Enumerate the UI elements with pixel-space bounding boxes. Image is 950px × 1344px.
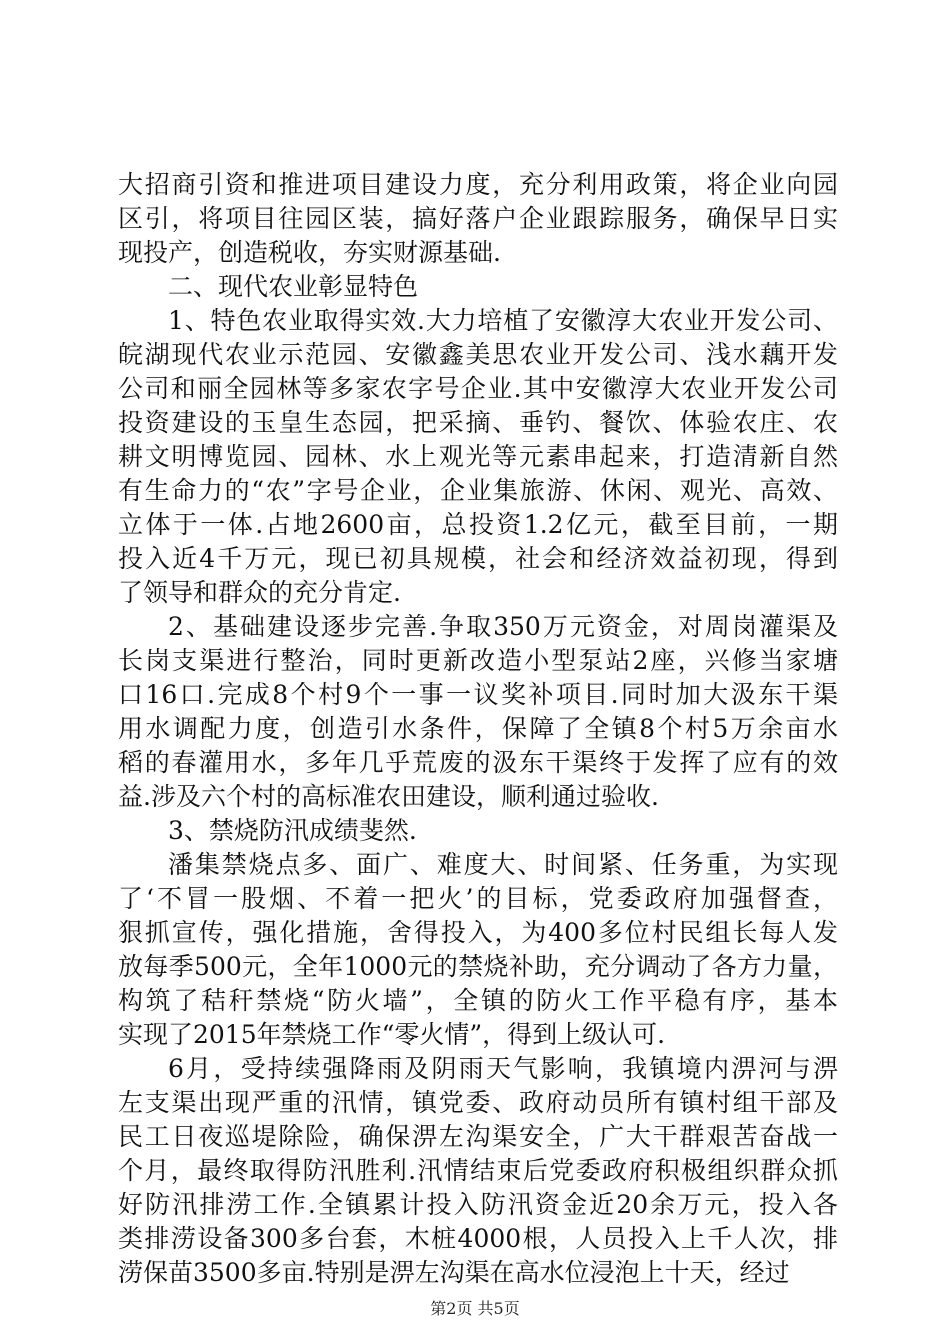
text-line: 长岗支渠进行整治，同时更新改造小型泵站2座，兴修当家塘 bbox=[118, 646, 838, 675]
text-line: 2、基础建设逐步完善.争取350万元资金，对周岗灌渠及 bbox=[168, 612, 838, 641]
text-line: 大招商引资和推进项目建设力度，充分利用政策，将企业向园 bbox=[118, 170, 838, 199]
text-line: 个月，最终取得防汛胜利.汛情结束后党委政府积极组织群众抓 bbox=[118, 1156, 838, 1185]
text-line: 公司和丽全园林等多家农字号企业.其中安徽淳大农业开发公司 bbox=[118, 374, 838, 403]
text-line: 区引，将项目往园区装，搞好落户企业跟踪服务，确保早日实 bbox=[118, 204, 838, 233]
paragraph bbox=[118, 1052, 838, 1290]
text-line: 投资建设的玉皇生态园，把采摘、垂钓、餐饮、体验农庄、农 bbox=[118, 408, 838, 437]
text-line: 耕文明博览园、园林、水上观光等元素串起来，打造清新自然 bbox=[118, 442, 838, 471]
text-line: 益.涉及六个村的高标准农田建设，顺利通过验收. bbox=[118, 782, 659, 811]
document-body bbox=[118, 168, 838, 1290]
text-line: 现投产，创造税收，夯实财源基础. bbox=[118, 238, 501, 267]
text-line: 皖湖现代农业示范园、安徽鑫美思农业开发公司、浅水藕开发 bbox=[118, 340, 838, 369]
text-line: 稻的春灌用水，多年几乎荒废的汲东干渠终于发挥了应有的效 bbox=[118, 748, 838, 777]
text-line: 用水调配力度，创造引水条件，保障了全镇8个村5万余亩水 bbox=[118, 714, 838, 743]
paragraph bbox=[118, 304, 838, 610]
paragraph bbox=[118, 814, 838, 848]
text-line: 投入近4千万元，现已初具规模，社会和经济效益初现，得到 bbox=[118, 544, 838, 573]
text-line: 了领导和群众的充分肯定. bbox=[118, 578, 401, 607]
text-line: 构筑了秸秆禁烧“防火墙”，全镇的防火工作平稳有序，基本 bbox=[118, 986, 838, 1015]
text-line: 潘集禁烧点多、面广、难度大、时间紧、任务重，为实现 bbox=[168, 850, 838, 879]
text-line: 实现了2015年禁烧工作“零火情”，得到上级认可. bbox=[118, 1020, 666, 1049]
paragraph bbox=[118, 270, 838, 304]
text-line: 好防汛排涝工作.全镇累计投入防汛资金近20余万元，投入各 bbox=[118, 1190, 838, 1219]
text-line: 类排涝设备300多台套，木桩4000根，人员投入上千人次，排 bbox=[118, 1224, 838, 1253]
text-line: 了‘不冒一股烟、不着一把火’的目标，党委政府加强督查， bbox=[118, 884, 838, 913]
paragraph bbox=[118, 168, 838, 270]
text-line: 民工日夜巡堤除险，确保淠左沟渠安全，广大干群艰苦奋战一 bbox=[118, 1122, 838, 1151]
text-line: 立体于一体.占地2600亩，总投资1.2亿元，截至目前，一期 bbox=[118, 510, 838, 539]
text-line: 涝保苗3500多亩.特别是淠左沟渠在高水位浸泡上十天，经过 bbox=[118, 1258, 790, 1287]
text-line: 1、特色农业取得实效.大力培植了安徽淳大农业开发公司、 bbox=[168, 306, 838, 335]
paragraph bbox=[118, 610, 838, 814]
text-line: 3、禁烧防汛成绩斐然. bbox=[168, 816, 417, 845]
text-line: 狠抓宣传，强化措施，舍得投入，为400多位村民组长每人发 bbox=[118, 918, 838, 947]
text-line: 6月，受持续强降雨及阴雨天气影响，我镇境内淠河与淠 bbox=[168, 1054, 838, 1083]
text-line: 口16口.完成8个村9个一事一议奖补项目.同时加大汲东干渠 bbox=[118, 680, 838, 709]
text-line: 左支渠出现严重的汛情，镇党委、政府动员所有镇村组干部及 bbox=[118, 1088, 838, 1117]
text-line: 放每季500元，全年1000元的禁烧补助，充分调动了各方力量， bbox=[118, 952, 838, 981]
page-footer: 第2页 共5页 bbox=[430, 1299, 520, 1318]
paragraph bbox=[118, 848, 838, 1052]
text-line: 二、现代农业彰显特色 bbox=[168, 272, 419, 301]
text-line: 有生命力的“农”字号企业，企业集旅游、休闲、观光、高效、 bbox=[118, 476, 838, 505]
